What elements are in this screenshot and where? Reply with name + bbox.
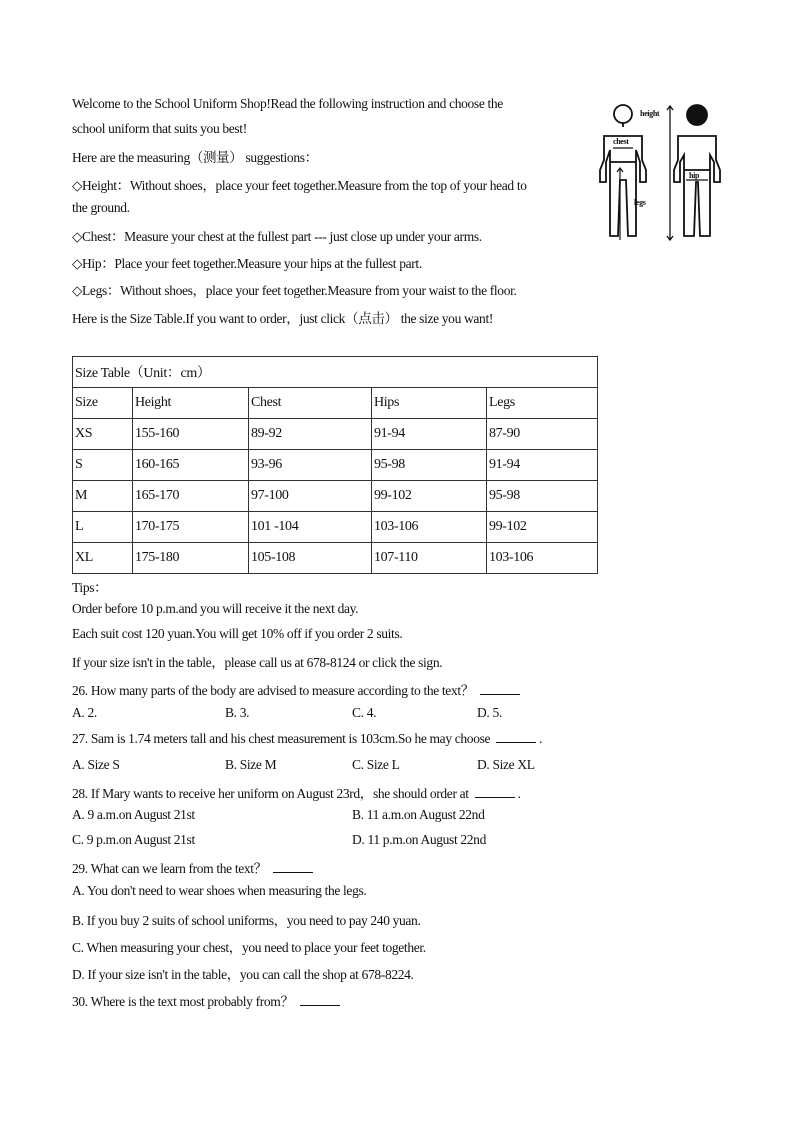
option-d: D. If your size isn't in the table，you can call the shop at 678-8224. xyxy=(72,967,414,982)
measurement-figure xyxy=(596,100,726,245)
option-a: A. Size S xyxy=(72,757,120,772)
size-cell[interactable]: M xyxy=(73,481,133,512)
option-b: B. 11 a.m.on August 22nd xyxy=(352,807,485,822)
height-suggestion: ◇Height：Without shoes，place your feet together.Measure from the top of your head to xyxy=(72,178,527,193)
option-a: A. 2. xyxy=(72,705,97,720)
option-d: D. 11 p.m.on August 22nd xyxy=(352,832,486,847)
option-b: B. Size M xyxy=(225,757,277,772)
size-cell[interactable]: XS xyxy=(73,419,133,450)
size-cell[interactable]: L xyxy=(73,512,133,543)
cell: 95-98 xyxy=(372,450,487,481)
intro-line: Here are the measuring（测量） suggestions： xyxy=(72,150,318,165)
cell: 155-160 xyxy=(133,419,249,450)
cell: 103-106 xyxy=(372,512,487,543)
cell: 95-98 xyxy=(487,481,598,512)
option-b: B. 3. xyxy=(225,705,250,720)
table-row[interactable] xyxy=(73,450,598,481)
cell: 87-90 xyxy=(487,419,598,450)
cell: 89-92 xyxy=(249,419,372,450)
cell: 170-175 xyxy=(133,512,249,543)
option-c: C. 9 p.m.on August 21st xyxy=(72,832,195,847)
legs-label: legs xyxy=(634,198,646,207)
intro-line: Welcome to the School Uniform Shop!Read the following instruction and choose the xyxy=(72,96,503,111)
option-a: A. You don't need to wear shoes when measuring the legs. xyxy=(72,883,367,898)
chest-suggestion: ◇Chest：Measure your chest at the fullest part --- just close up under your arms. xyxy=(72,229,482,244)
size-table-intro: Here is the Size Table.If you want to order，just click（点击） the size you want! xyxy=(72,311,493,326)
size-table-title: Size Table（Unit：cm） xyxy=(73,357,598,388)
hip-label: hip xyxy=(689,171,700,180)
header-cell: Size xyxy=(73,388,133,419)
cell: 93-96 xyxy=(249,450,372,481)
answer-blank xyxy=(273,862,313,873)
table-header-row xyxy=(73,388,598,419)
chest-label: chest xyxy=(613,137,629,146)
cell: 107-110 xyxy=(372,543,487,574)
answer-blank xyxy=(475,787,515,798)
table-row[interactable] xyxy=(73,481,598,512)
tip: Each suit cost 120 yuan.You will get 10% off if you order 2 suits. xyxy=(72,626,403,641)
table-row[interactable] xyxy=(73,419,598,450)
question-text: 26. How many parts of the body are advised to measure according to the text？ xyxy=(72,683,474,698)
question-30 xyxy=(72,990,340,1010)
question-26 xyxy=(72,679,520,699)
question-text: 28. If Mary wants to receive her uniform on August 23rd，she should order at xyxy=(72,786,469,801)
cell: 103-106 xyxy=(487,543,598,574)
answer-blank xyxy=(496,732,536,743)
cell: 99-102 xyxy=(372,481,487,512)
size-cell[interactable]: XL xyxy=(73,543,133,574)
cell: 105-108 xyxy=(249,543,372,574)
question-text: 27. Sam is 1.74 meters tall and his chest measurement is 103cm.So he may choose xyxy=(72,731,491,746)
cell: 99-102 xyxy=(487,512,598,543)
cell: 165-170 xyxy=(133,481,249,512)
header-cell: Chest xyxy=(249,388,372,419)
question-text: 29. What can we learn from the text？ xyxy=(72,861,267,876)
header-cell: Height xyxy=(133,388,249,419)
option-d: D. Size XL xyxy=(477,757,535,772)
cell: 91-94 xyxy=(372,419,487,450)
option-c: C. 4. xyxy=(352,705,377,720)
question-29 xyxy=(72,857,313,877)
answer-blank xyxy=(300,995,340,1006)
tip: Order before 10 p.m.and you will receive it the next day. xyxy=(72,601,359,616)
header-cell: Hips xyxy=(372,388,487,419)
option-a: A. 9 a.m.on August 21st xyxy=(72,807,195,822)
cell: 101 -104 xyxy=(249,512,372,543)
option-c: C. Size L xyxy=(352,757,400,772)
height-suggestion-cont: the ground. xyxy=(72,200,130,215)
table-row[interactable] xyxy=(73,543,598,574)
option-d: D. 5. xyxy=(477,705,502,720)
option-c: C. When measuring your chest，you need to place your feet together. xyxy=(72,940,426,955)
option-b: B. If you buy 2 suits of school uniforms，you need to pay 240 yuan. xyxy=(72,913,421,928)
cell: 97-100 xyxy=(249,481,372,512)
size-cell[interactable]: S xyxy=(73,450,133,481)
size-table xyxy=(72,356,598,574)
intro-line: school uniform that suits you best! xyxy=(72,121,247,136)
question-28: 28. If Mary wants to receive her uniform on August 23rd，she should order at . xyxy=(72,786,521,801)
cell: 175-180 xyxy=(133,543,249,574)
cell: 160-165 xyxy=(133,450,249,481)
hip-suggestion: ◇Hip：Place your feet together.Measure your hips at the fullest part. xyxy=(72,256,422,271)
table-row[interactable] xyxy=(73,512,598,543)
cell: 91-94 xyxy=(487,450,598,481)
legs-suggestion: ◇Legs：Without shoes，place your feet together.Measure from your waist to the floor. xyxy=(72,283,517,298)
height-label: height xyxy=(640,109,660,118)
question-27: 27. Sam is 1.74 meters tall and his chest measurement is 103cm.So he may choose . xyxy=(72,731,543,746)
tips-label: Tips： xyxy=(72,580,108,595)
question-text: 30. Where is the text most probably from？ xyxy=(72,994,294,1009)
header-cell: Legs xyxy=(487,388,598,419)
answer-blank xyxy=(480,684,520,695)
tip: If your size isn't in the table，please call us at 678-8124 or click the sign. xyxy=(72,655,443,670)
